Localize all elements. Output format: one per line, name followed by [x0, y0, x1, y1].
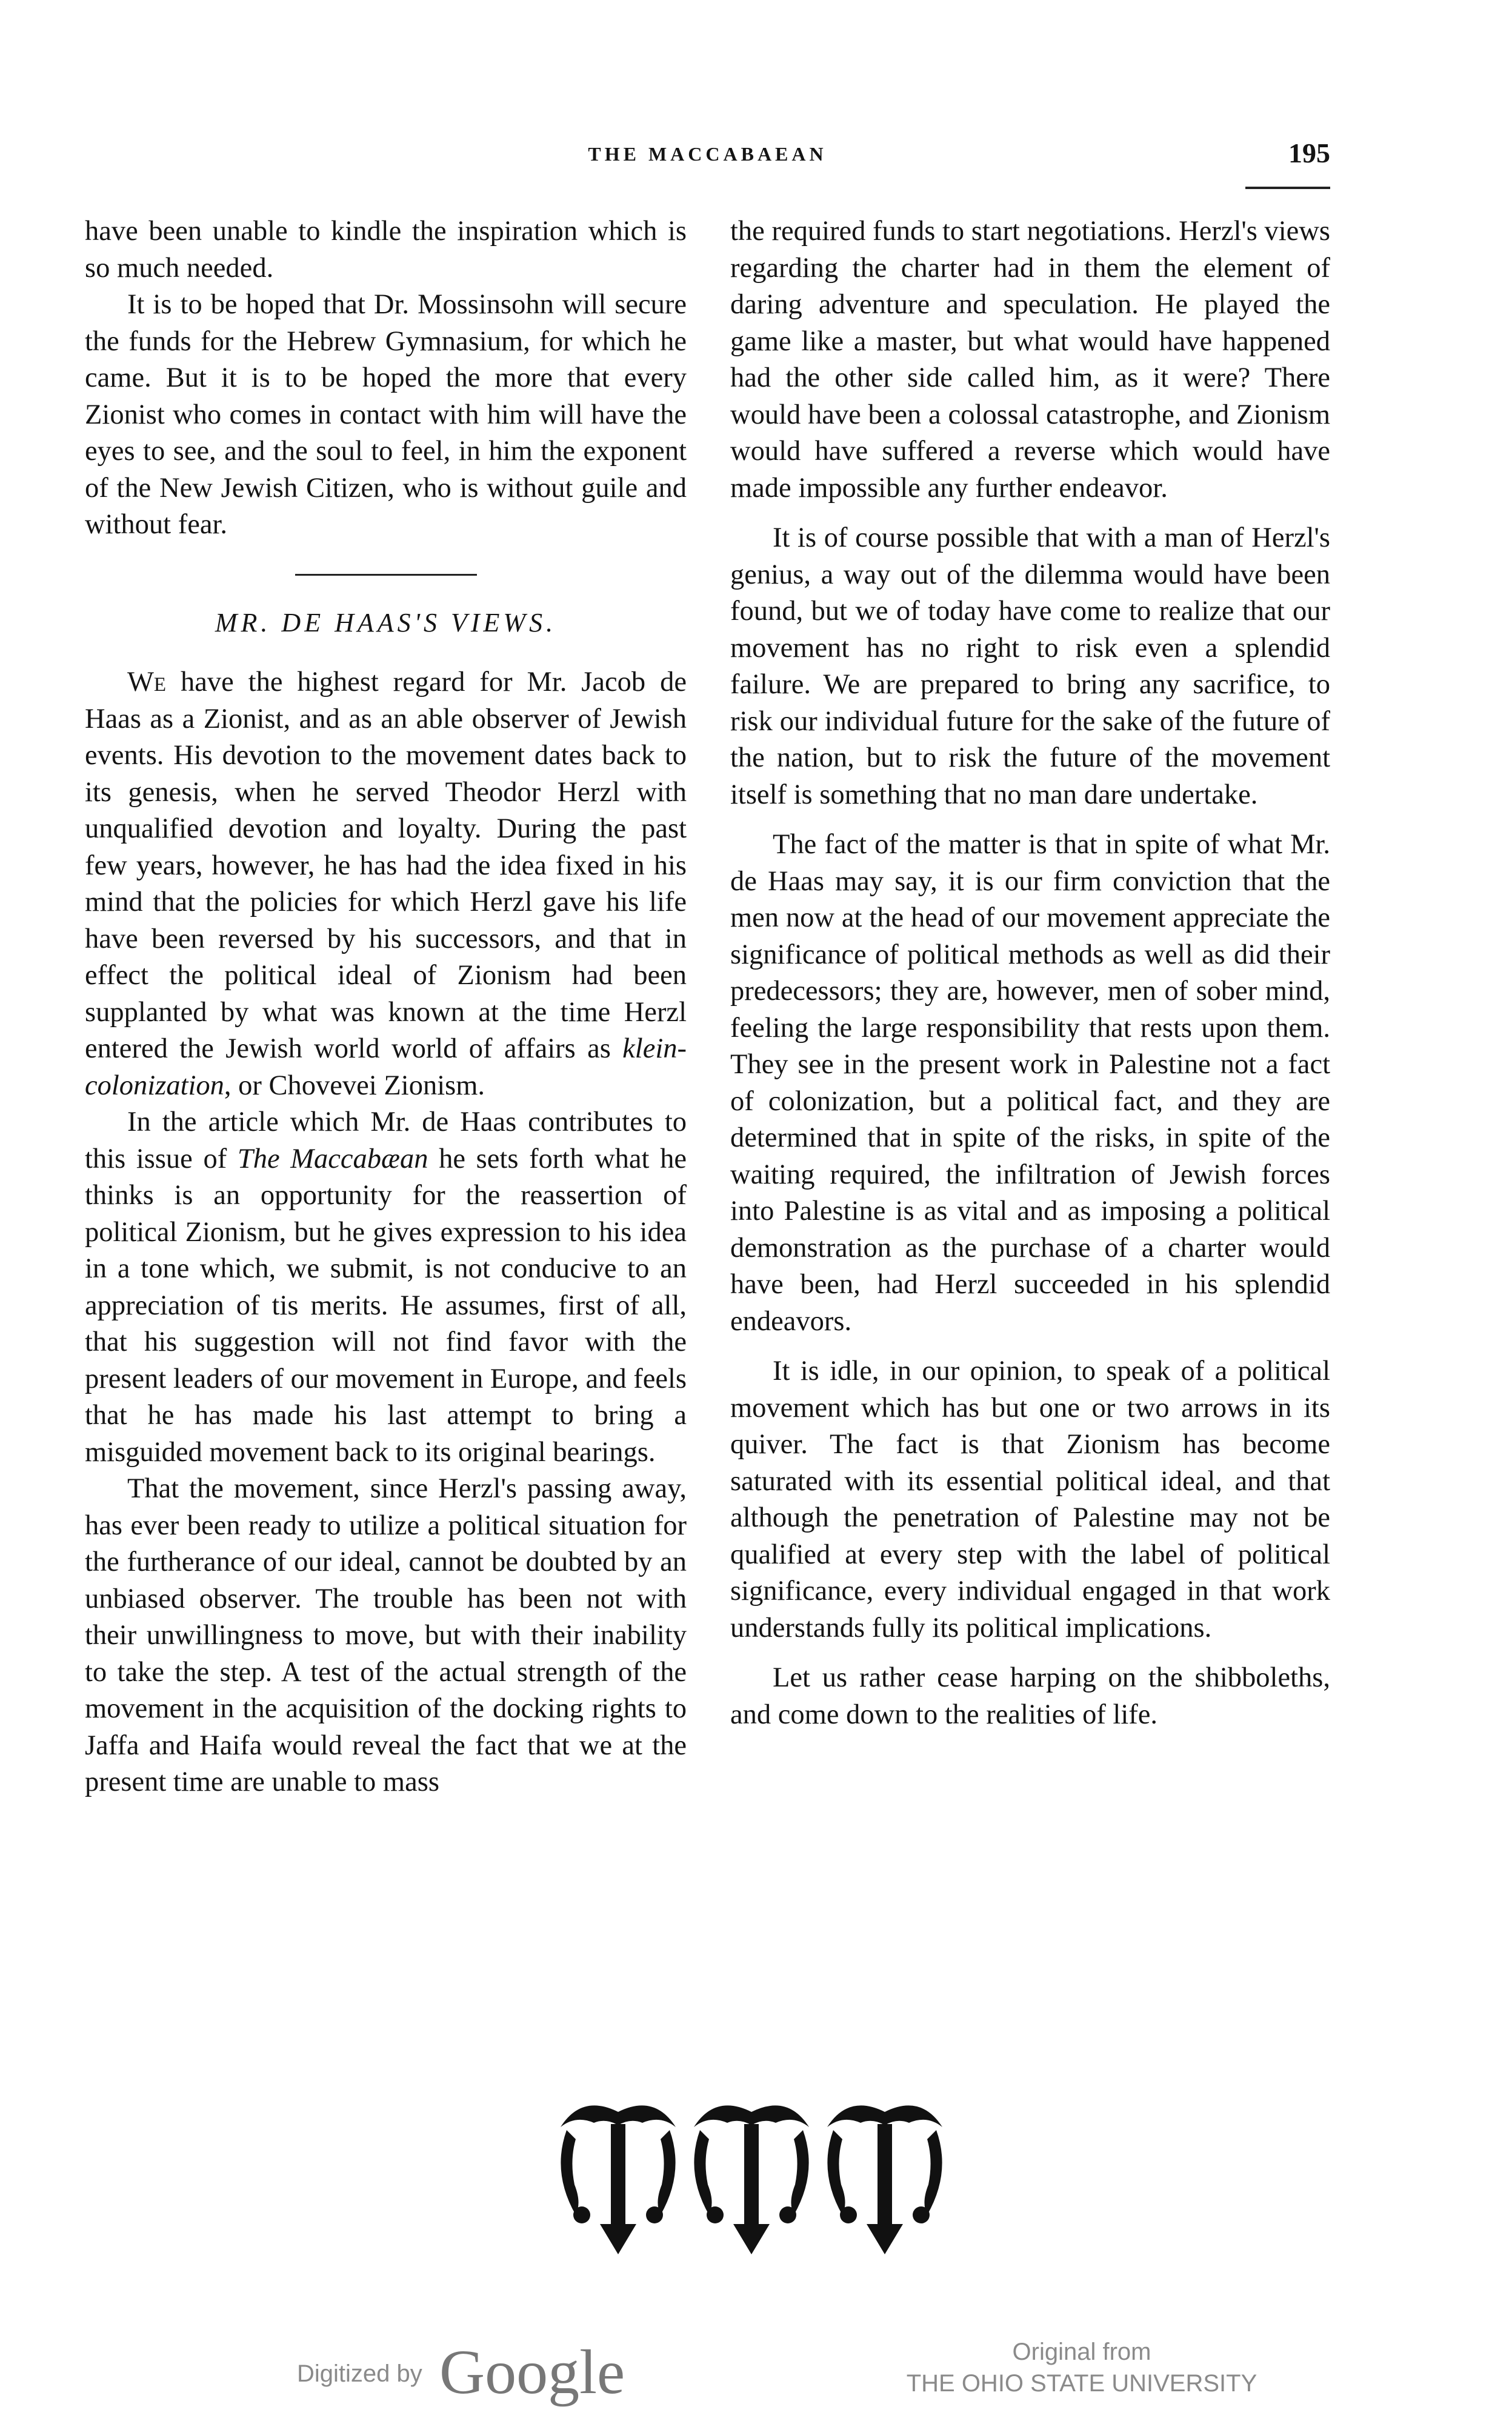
paragraph: The fact of the matter is that in spite of what Mr. de Haas may say, it is our firm conviction that the men now at the head of our movement appreciate the significance of political methods as well as did their predecessors; they are, however, men of sober mind, feeling the large responsibility that rests upon them. They see in the present work in Palestine not a fact of colonization, but a political fact, and they are determined that in spite of the risks, in spite of the waiting required, the infiltration of Jewish forces into Palestine is as vital and as imposing a political demonstration as the purchase of a charter would have been, had Herzl succeeded in his splendid endeavors.: [730, 829, 1330, 1337]
italic-title: The Maccabæan: [237, 1143, 428, 1174]
paragraph: It is to be hoped that Dr. Mossinsohn will secure the funds for the Hebrew Gymnasium, for which he came. But it is to be hoped the more that every Zionist who comes in contact with him will have the eyes to see, and the soul to feel, in him the exponent of the New Jewish Citizen, who is without guile and without fear.: [85, 289, 687, 540]
paragraph-text: he sets forth what he thinks is an opportunity for the reassertion of political Zionism, but he gives expression to his idea in a tone which, we submit, is not conducive to an appreciation of tis merits. He assumes, first of all, that his suggestion will not find favor with the present leaders of our movement in Europe, and feels that he has made his last attempt to bring a misguided movement back to its original bearings.: [85, 1143, 687, 1468]
italic-term: klein-colonization: [85, 1033, 687, 1101]
page-number: 195: [1288, 138, 1330, 168]
university-name: THE OHIO STATE UNIVERSITY: [906, 2370, 1257, 2397]
left-column: [85, 213, 687, 1801]
page-header: [85, 138, 1330, 179]
paragraph-text: , or Chovevei Zionism.: [224, 1070, 485, 1101]
original-source: [885, 2336, 1279, 2399]
paragraph: Let us rather cease harping on the shibboleths, and come down to the realities of life.: [730, 1662, 1330, 1730]
digitized-by-label: Digitized by: [297, 2360, 422, 2387]
paragraph: the required funds to start negotiations. Herzl's views regarding the charter had in them the element of daring adventure and speculation. He played the game like a master, but what would have happened had the other side called him, as it were? There would have been a colossal catastrophe, and Zionism would have suffered a reverse which would have made impossible any further endeavor.: [730, 216, 1330, 504]
ornament-icon: [551, 2094, 951, 2263]
original-from-label: Original from: [1012, 2339, 1151, 2365]
paragraph-text: have the highest regard for Mr. Jacob de Haas as a Zionist, and as an able observer of Jewish events. His devotion to the movement dates back to its genesis, when he served Theodor Herzl with unqualified devotion and loyalty. During the past few years, however, he has had the idea fixed in his mind that the policies for which Herzl gave his life have been reversed by his successors, and that in effect the political ideal of Zionism had been supplanted by what was known at the time Herzl entered the Jewish world world of affairs as: [85, 667, 687, 1064]
paragraph-text: In the article which Mr. de Haas contributes to this issue of: [85, 1107, 687, 1174]
right-column: [730, 213, 1330, 1733]
google-logo: Google: [439, 2337, 625, 2407]
paragraph: [85, 1104, 687, 1471]
section-heading: MR. DE HAAS'S VIEWS.: [215, 607, 557, 638]
paragraph: have been unable to kindle the inspiration which is so much needed.: [85, 216, 687, 284]
running-title: THE MACCABAEAN: [588, 143, 827, 165]
paragraph: It is idle, in our opinion, to speak of a political movement which has but one or two arrows in its quiver. The fact is that Zionism has become saturated with its essential political ideal, and that although the penetration of Palestine may not be qualified at every step with the label of political significance, every individual engaged in that work understands fully its political implications.: [730, 1356, 1330, 1643]
paragraph: [85, 664, 687, 1104]
section-divider: [295, 574, 477, 576]
paragraph: It is of course possible that with a man of Herzl's genius, a way out of the dilemma would have been found, but we of today have come to realize that our movement has no right to risk even a splendid failure. We are prepared to bring any sacrifice, to risk our individual future for the sake of the future of the nation, but to risk the future of the movement itself is something that no man dare undertake.: [730, 522, 1330, 810]
drop-word: We: [127, 667, 167, 698]
header-rule: [1245, 187, 1330, 189]
paragraph: That the movement, since Herzl's passing away, has ever been ready to utilize a political situation for the furtherance of our ideal, cannot be doubted by an unbiased observer. The trouble has been not with their unwillingness to move, but with their inability to take the step. A test of the actual strength of the movement in the acquisition of the docking rights to Jaffa and Haifa would reveal the fact that we at the present time are unable to mass: [85, 1473, 687, 1797]
